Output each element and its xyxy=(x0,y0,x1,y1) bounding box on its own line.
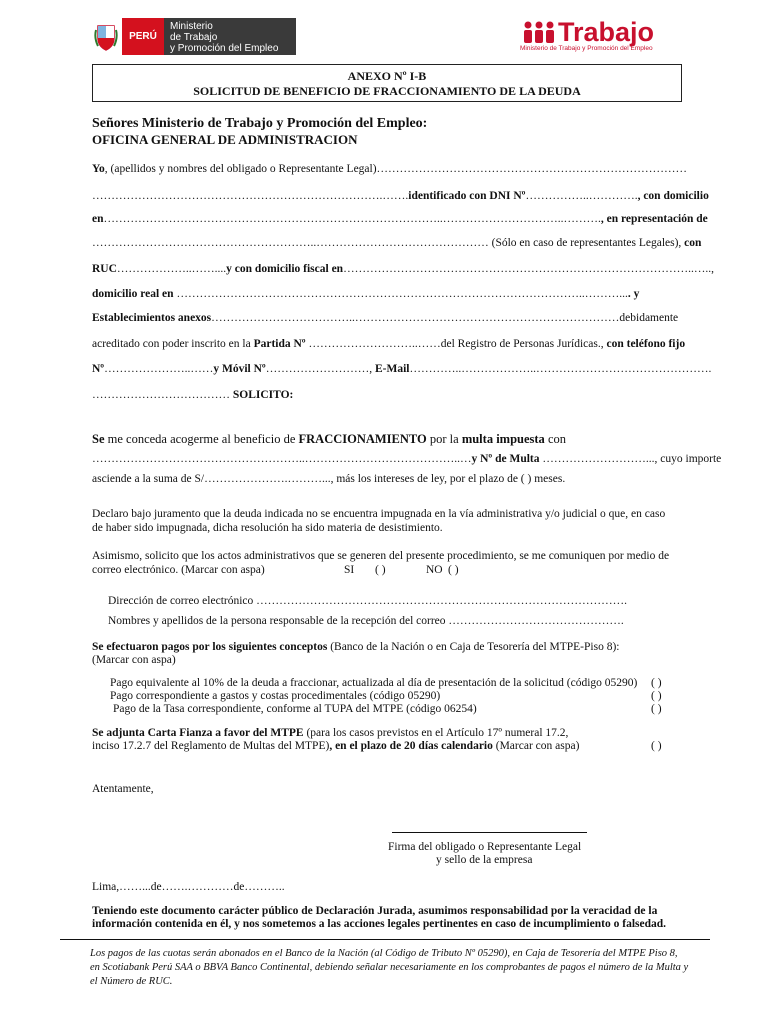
email-si-checkbox[interactable]: ( ) xyxy=(375,564,386,576)
form-line-part: ………………………..……del Registro de Personas Jurídicas., xyxy=(305,338,607,350)
title-box xyxy=(92,64,682,102)
form-line-part: ………………………………..……………………………………………………………debidamente xyxy=(211,312,679,324)
peru-label: PERÚ xyxy=(122,18,164,55)
request-part: FRACCIONAMIENTO xyxy=(298,432,427,446)
form-line-part: , en representación de xyxy=(600,213,708,225)
form-line-part: Nº xyxy=(92,363,105,375)
request-line-1 xyxy=(92,432,566,446)
form-line-solicito[interactable] xyxy=(92,388,293,402)
declaration-line-2: de haber sido impugnada, dicha resolución ha sido materia de desistimiento. xyxy=(92,522,443,534)
people-icon xyxy=(520,20,558,46)
payments-heading-line-2: (Marcar con aspa) xyxy=(92,654,176,666)
form-line-part: , con domicilio xyxy=(637,190,709,202)
form-line-part: ……………………………………………………………………………………………..………... xyxy=(173,288,628,300)
form-line-part: SOLICITO: xyxy=(232,389,294,401)
form-line-yo[interactable] xyxy=(92,162,687,176)
addressee-line-1: Señores Ministerio de Trabajo y Promoción del Empleo: xyxy=(92,116,428,131)
form-line-part: identificado con DNI Nº xyxy=(408,190,526,202)
form-line-part: ………………………………………………………………………………..….., xyxy=(343,263,714,275)
payments-heading: Se efectuaron pagos por los siguientes conceptos (Banco de la Nación o en Caja de Tesorería del MTPE-Piso 8): xyxy=(92,641,620,653)
form-line-movil[interactable] xyxy=(92,362,711,376)
declaration-line-1: Declaro bajo juramento que la deuda indicada no se encuentra impugnada en la vía administrativa y/o judicial o que, en caso xyxy=(92,508,666,520)
request-line-2 xyxy=(92,452,721,466)
form-line-part: Establecimientos anexos xyxy=(92,312,212,324)
payment-item-3: Pago de la Tasa correspondiente, conforme al TUPA del MTPE (código 06254) xyxy=(113,703,477,715)
form-line-part: RUC xyxy=(92,263,117,275)
form-line-rep[interactable] xyxy=(92,236,701,250)
email-consent-line-2: correo electrónico. (Marcar con aspa) xyxy=(92,564,265,576)
request-part: por la xyxy=(426,432,462,446)
title-line-2: SOLICITUD DE BENEFICIO DE FRACCIONAMIENTO DE LA DEUDA xyxy=(193,84,581,98)
signature-label-2: y sello de la empresa xyxy=(436,854,533,866)
form-line-partida[interactable] xyxy=(92,337,685,351)
signature-line xyxy=(392,832,587,833)
request-part: ………………………..., cuyo importe xyxy=(539,453,722,465)
coat-of-arms-icon xyxy=(90,18,122,55)
payment-item-2-checkbox[interactable]: ( ) xyxy=(651,690,662,702)
payment-item-1-checkbox[interactable]: ( ) xyxy=(651,677,662,689)
fianza-checkbox[interactable]: ( ) xyxy=(651,740,662,752)
form-line-part: y con domicilio fiscal en xyxy=(226,263,344,275)
addressee-line-2: OFICINA GENERAL DE ADMINISTRACION xyxy=(92,132,358,147)
signature-label-1: Firma del obligado o Representante Legal xyxy=(388,841,582,853)
email-si-label: SI xyxy=(344,564,355,576)
request-part: me conceda acogerme al beneficio de xyxy=(104,432,299,446)
payment-item-3-checkbox[interactable]: ( ) xyxy=(651,703,662,715)
form-line-part: ……………………………… xyxy=(92,389,233,401)
request-part: asciende a la suma de S/………………….………..., más los intereses de ley, por el plazo de ( ) meses. xyxy=(92,473,566,485)
request-part: Se xyxy=(92,432,105,446)
trabajo-subtitle: Ministerio de Trabajo y Promoción del Empleo xyxy=(520,45,653,52)
form-line-part: domicilio real en xyxy=(92,288,174,300)
form-line-part: y Móvil Nº xyxy=(213,363,266,375)
email-no-checkbox[interactable]: ( ) xyxy=(448,564,459,576)
form-line-part: . y xyxy=(627,288,640,300)
form-line-en[interactable] xyxy=(92,212,708,226)
fianza-line-1: Se adjunta Carta Fianza a favor del MTPE (para los casos previstos en el Artículo 17º numeral 17.2, xyxy=(92,727,569,739)
date-line[interactable]: Lima,……...de…….…………de……….. xyxy=(92,881,285,893)
email-address-field[interactable]: Dirección de correo electrónico ……………………………………………………………………………………. xyxy=(108,595,628,607)
email-no-label: NO xyxy=(426,564,443,576)
request-part: ………………………………………………..…………………………………..… xyxy=(92,453,472,465)
form-line-part: en xyxy=(92,213,104,225)
form-line-part: ………………..…….... xyxy=(116,263,227,275)
fianza-line-2: inciso 17.2.7 del Reglamento de Multas del MTPE), en el plazo de 20 días calendario (Marcar con aspa) xyxy=(92,740,580,752)
form-line-part: …………..………………..………………………………………. xyxy=(409,363,712,375)
payment-item-1: Pago equivalente al 10% de la deuda a fraccionar, actualizada al día de presentación de la solicitud (código 05290) xyxy=(110,677,638,689)
request-part: con xyxy=(544,432,566,446)
form-line-part: , (apellidos y nombres del obligado o Representante Legal)……………………………………………………………………… xyxy=(104,163,688,175)
form-line-part: Partida Nº xyxy=(253,338,306,350)
responsibility-line-1: Teniendo este documento carácter público de Declaración Jurada, asumimos responsabilidad por la veracidad de la xyxy=(92,905,658,917)
mintra-logo xyxy=(90,18,296,55)
form-line-part: …………………..…… xyxy=(104,363,214,375)
payment-item-2: Pago correspondiente a gastos y costas procedimentales (código 05290) xyxy=(110,690,441,702)
request-part: y Nº de Multa xyxy=(471,453,540,465)
title-line-1: ANEXO Nº I-B xyxy=(347,69,427,83)
ministry-label: Ministerio de Trabajo y Promoción del Empleo xyxy=(164,18,296,55)
footer-rule xyxy=(60,939,710,940)
trabajo-logo xyxy=(520,17,680,54)
form-line-part: ………………………, xyxy=(265,363,375,375)
email-consent-line-1: Asimismo, solicito que los actos administrativos que se generen del presente procedimiento, se me comuniquen por medio de xyxy=(92,550,670,562)
footer-note: Los pagos de las cuotas serán abonados en el Banco de la Nación (al Código de Tributo Nº 05290), en Caja de Tesorería del MTPE Piso 8, en Scotiabank Perú SAA o BBVA Banco Continental, debiendo señalar necesariamente en los comprobantes de pagos el número de la Multa y el Número de RUC. xyxy=(90,948,689,987)
closing-text: Atentamente, xyxy=(92,783,154,795)
form-line-part: ………………………………………………………………….……. xyxy=(92,190,409,202)
form-line-part: …………………………………………………..……………………………………… (Sólo en caso de representantes Legales), xyxy=(92,237,685,249)
form-line-part: Yo xyxy=(92,163,105,175)
form-line-part: ……………………………………………………………………………..…………………………..………. xyxy=(103,213,601,225)
form-line-part: E-Mail xyxy=(374,363,410,375)
form-line-part: con teléfono fijo xyxy=(606,338,686,350)
form-line-dni[interactable] xyxy=(92,189,709,203)
request-part: multa impuesta xyxy=(461,432,545,446)
form-line-part: ……………..…………. xyxy=(525,190,638,202)
form-line-part: con xyxy=(684,237,702,249)
email-responsible-field[interactable]: Nombres y apellidos de la persona responsable de la recepción del correo ………………………………………. xyxy=(108,615,624,627)
form-line-part: acreditado con poder inscrito en la xyxy=(92,338,254,350)
trabajo-word: Trabajo xyxy=(558,17,655,47)
responsibility-line-2: información contenida en él, y nos sometemos a las acciones legales pertinentes en caso de incumplimiento o falsedad. xyxy=(92,918,667,930)
form-line-ruc[interactable] xyxy=(92,262,714,276)
form-line-real[interactable] xyxy=(92,287,639,301)
request-line-3 xyxy=(92,472,565,486)
form-line-estab[interactable] xyxy=(92,311,678,325)
